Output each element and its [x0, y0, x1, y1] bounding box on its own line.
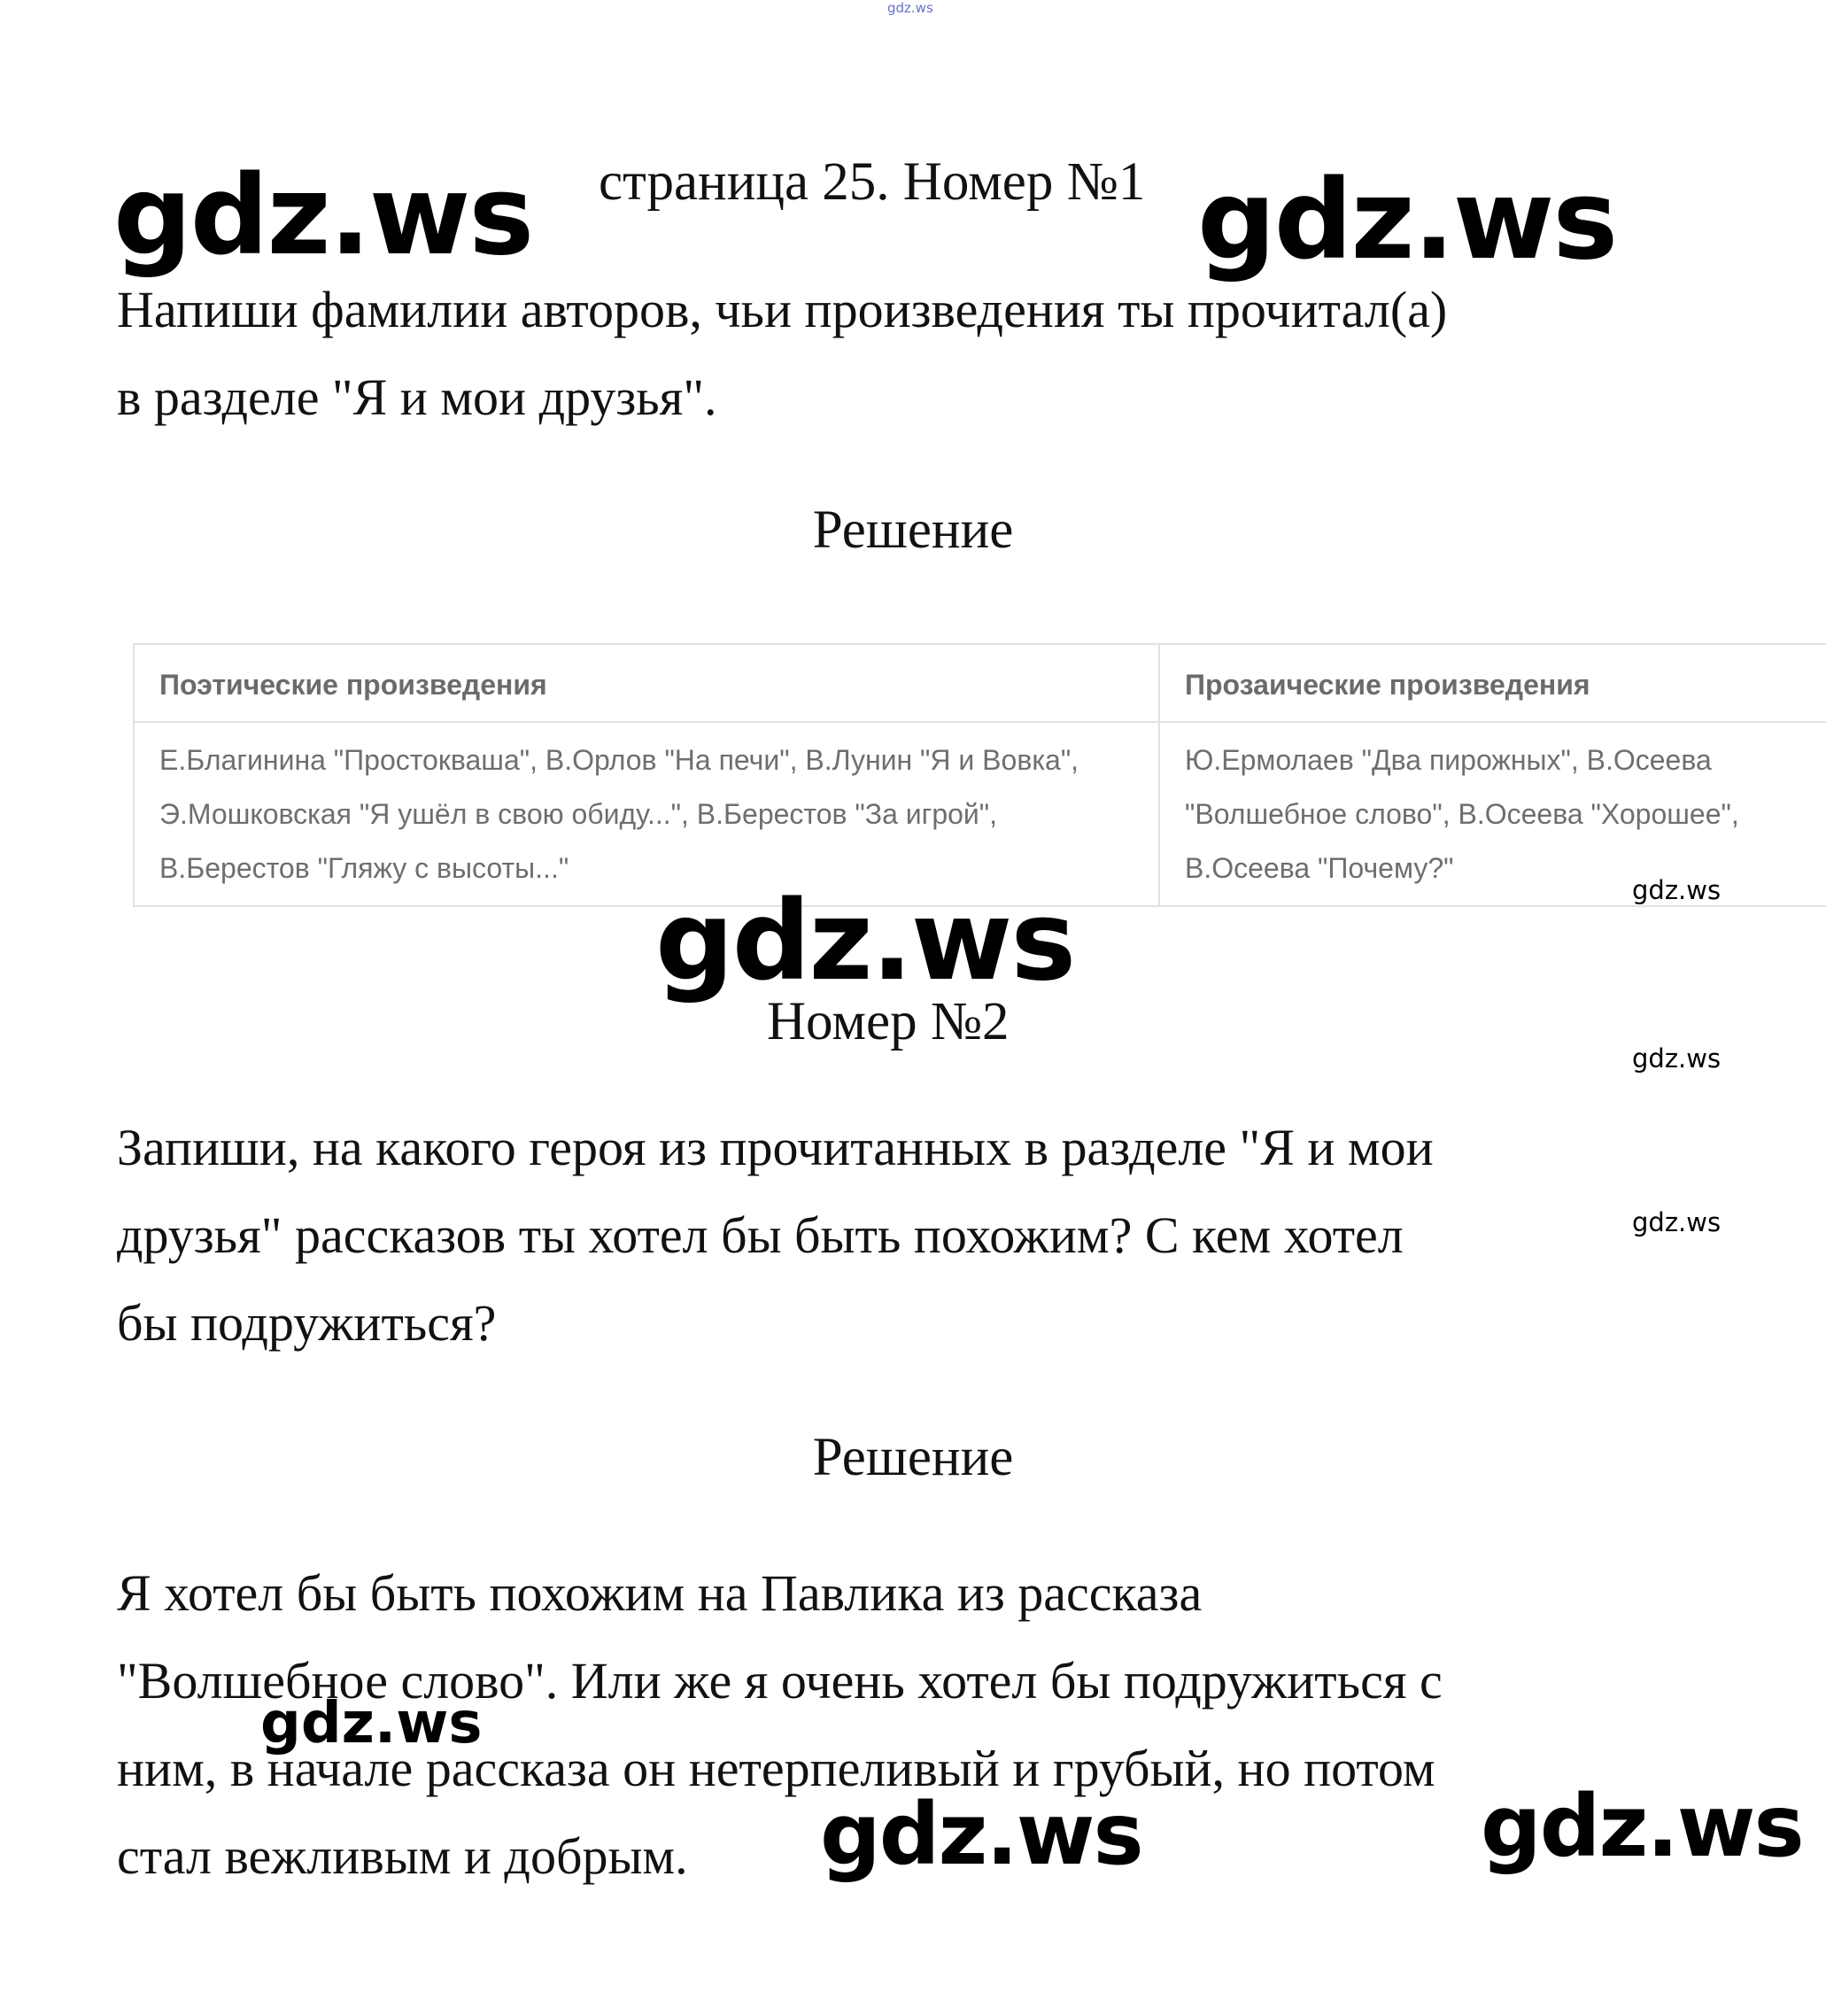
watermark-large: gdz.ws: [1481, 1777, 1803, 1876]
task2-answer-line: Я хотел бы быть похожим на Павлика из рассказа: [117, 1564, 1203, 1622]
watermark-large: gdz.ws: [820, 1785, 1142, 1884]
watermark-medium: gdz.ws: [260, 1691, 483, 1756]
table-cell-line: В.Берестов "Гляжу с высоты...": [159, 852, 569, 884]
authors-table: [133, 643, 1826, 907]
task2-question: [117, 1104, 1434, 1367]
table-header-poetry: Поэтические произведения: [135, 645, 1158, 723]
task2-answer-line: стал вежливым и добрым.: [117, 1827, 688, 1885]
table-cell-line: "Волшебное слово", В.Осеева "Хорошее",: [1185, 798, 1739, 830]
task2-title: Номер №2: [767, 992, 1010, 1051]
table-cell-line: Ю.Ермолаев "Два пирожных", В.Осеева: [1185, 744, 1712, 776]
watermark-small: gdz.ws: [1632, 1207, 1722, 1237]
solution-label: Решение: [812, 500, 1014, 560]
table-cell-prose: [1160, 723, 1826, 896]
watermark-large: gdz.ws: [113, 152, 533, 280]
table-cell-line: Э.Мошковская "Я ушёл в свою обиду...", В.Берестов "За игрой",: [159, 798, 998, 830]
task2-question-line: Запиши, на какого героя из прочитанных в разделе "Я и мои: [117, 1119, 1434, 1176]
table-column-prose: [1160, 645, 1826, 905]
page-title: страница 25. Номер №1: [599, 152, 1146, 212]
task2-answer-line: "Волшебное слово". Или же я очень хотел бы подружиться с: [117, 1652, 1443, 1710]
table-cell-line: В.Осеева "Почему?": [1185, 852, 1454, 884]
task2-answer-line: ним, в начале рассказа он нетерпеливый и грубый, но потом: [117, 1740, 1435, 1797]
watermark-small: gdz.ws: [1632, 875, 1722, 905]
task1-question: [117, 266, 1447, 441]
watermark-large: gdz.ws: [655, 878, 1075, 1005]
table-cell-poetry: [135, 723, 1158, 896]
task2-question-line: бы подружиться?: [117, 1294, 497, 1352]
task1-question-line: Напиши фамилии авторов, чьи произведения ты прочитал(а): [117, 281, 1448, 338]
table-header-prose: Прозаические произведения: [1160, 645, 1826, 723]
watermark-large: gdz.ws: [1197, 157, 1617, 284]
table-cell-line: Е.Благинина "Простокваша", В.Орлов "На печи", В.Лунин "Я и Вовка",: [159, 744, 1079, 776]
task2-question-line: друзья" рассказов ты хотел бы быть похожим? С кем хотел: [117, 1206, 1404, 1264]
watermark-tiny-top: gdz.ws: [887, 0, 933, 16]
table-column-poetry: [135, 645, 1160, 905]
watermark-small: gdz.ws: [1632, 1043, 1722, 1074]
solution-label: Решение: [812, 1428, 1014, 1487]
task1-question-line: в разделе "Я и мои друзья".: [117, 368, 717, 426]
